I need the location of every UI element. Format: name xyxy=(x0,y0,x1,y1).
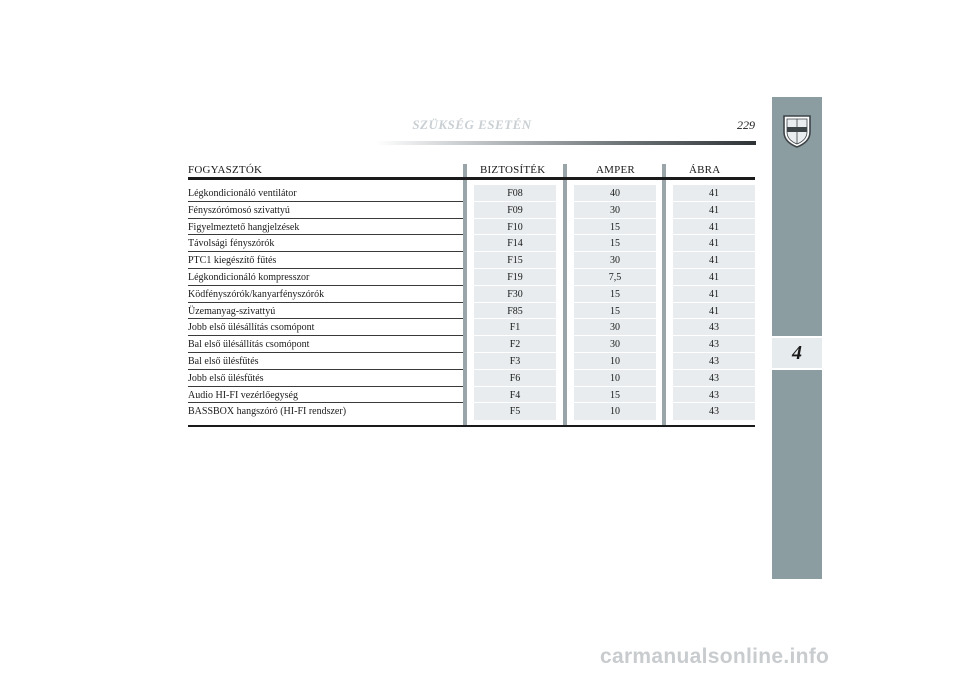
consumer-cell: Üzemanyag-szivattyú xyxy=(188,305,276,317)
figure-cell: 41 xyxy=(709,255,719,267)
consumer-cell: Ködfényszórók/kanyarfényszórók xyxy=(188,288,325,300)
consumer-cell: Figyelmeztető hangjelzések xyxy=(188,221,300,233)
table-row xyxy=(188,353,755,370)
fuse-cell: F4 xyxy=(509,389,521,401)
fuse-cell: F5 xyxy=(509,406,521,418)
table-row xyxy=(188,202,755,219)
column-header-figure: ÁBRA xyxy=(689,164,721,176)
amper-cell: 10 xyxy=(610,406,620,418)
table-row xyxy=(188,336,755,353)
table-row xyxy=(188,185,755,202)
fuse-cell: F10 xyxy=(507,221,523,233)
consumer-cell: BASSBOX hangszóró (HI-FI rendszer) xyxy=(188,406,347,418)
table-row xyxy=(188,319,755,336)
figure-cell: 41 xyxy=(709,221,719,233)
figure-cell: 43 xyxy=(709,355,719,367)
table-row xyxy=(188,403,755,420)
figure-cell: 41 xyxy=(709,271,719,283)
table-row xyxy=(188,252,755,269)
figure-cell: 41 xyxy=(709,288,719,300)
amper-cell: 30 xyxy=(610,339,620,351)
figure-cell: 43 xyxy=(709,339,719,351)
watermark: carmanualsonline.info xyxy=(600,645,830,668)
consumer-cell: Fényszórómosó szivattyú xyxy=(188,204,290,216)
amper-cell: 7,5 xyxy=(608,271,622,283)
fuse-table xyxy=(188,185,755,420)
fuse-cell: F85 xyxy=(507,305,523,317)
consumer-cell: Bal első ülésállítás csomópont xyxy=(188,339,310,351)
figure-cell: 41 xyxy=(709,305,719,317)
table-row xyxy=(188,387,755,404)
lancia-logo-icon xyxy=(782,114,812,148)
consumer-cell: Távolsági fényszórók xyxy=(188,238,275,250)
figure-cell: 43 xyxy=(709,372,719,384)
amper-cell: 10 xyxy=(610,372,620,384)
column-header-fuse: BIZTOSÍTÉK xyxy=(480,164,546,176)
fuse-cell: F6 xyxy=(509,372,521,384)
fuse-cell: F30 xyxy=(507,288,523,300)
page-number: 229 xyxy=(737,118,755,132)
figure-cell: 41 xyxy=(709,188,719,199)
table-row xyxy=(188,286,755,303)
fuse-cell: F15 xyxy=(507,255,523,267)
table-top-rule xyxy=(188,177,755,180)
table-row xyxy=(188,235,755,252)
amper-cell: 15 xyxy=(610,389,620,401)
fuse-cell: F19 xyxy=(507,271,523,283)
header-rule xyxy=(376,141,756,145)
table-row xyxy=(188,303,755,320)
consumer-cell: Jobb első ülésállítás csomópont xyxy=(188,322,315,334)
table-bottom-rule xyxy=(188,425,755,427)
amper-cell: 30 xyxy=(610,255,620,267)
header-section-title: SZÜKSÉG ESETÉN xyxy=(412,117,532,132)
figure-cell: 43 xyxy=(709,389,719,401)
amper-cell: 15 xyxy=(610,288,620,300)
fuse-cell: F2 xyxy=(509,339,521,351)
amper-cell: 15 xyxy=(610,221,620,233)
amper-cell: 15 xyxy=(610,238,620,250)
amper-cell: 15 xyxy=(610,305,620,317)
consumer-cell: Bal első ülésfűtés xyxy=(188,355,259,367)
fuse-cell: F08 xyxy=(507,188,523,199)
amper-cell: 10 xyxy=(610,355,620,367)
figure-cell: 43 xyxy=(709,406,719,418)
fuse-cell: F1 xyxy=(509,322,521,334)
amper-cell: 30 xyxy=(610,322,620,334)
table-row xyxy=(188,219,755,236)
fuse-cell: F14 xyxy=(507,238,523,250)
column-header-consumers: FOGYASZTÓK xyxy=(188,164,263,176)
consumer-cell: Légkondicionáló kompresszor xyxy=(188,271,310,283)
column-header-amper: AMPER xyxy=(596,164,635,176)
figure-cell: 43 xyxy=(709,322,719,334)
consumer-cell: PTC1 kiegészítő fűtés xyxy=(188,255,277,267)
fuse-cell: F09 xyxy=(507,204,523,216)
amper-cell: 30 xyxy=(610,204,620,216)
figure-cell: 41 xyxy=(709,204,719,216)
chapter-tab[interactable]: 4 xyxy=(772,336,822,370)
fuse-cell: F3 xyxy=(509,355,521,367)
amper-cell: 40 xyxy=(610,188,620,199)
table-row xyxy=(188,370,755,387)
consumer-cell: Audio HI-FI vezérlőegység xyxy=(188,389,298,401)
consumer-cell: Légkondicionáló ventilátor xyxy=(188,188,297,199)
table-row xyxy=(188,269,755,286)
consumer-cell: Jobb első ülésfűtés xyxy=(188,372,264,384)
figure-cell: 41 xyxy=(709,238,719,250)
